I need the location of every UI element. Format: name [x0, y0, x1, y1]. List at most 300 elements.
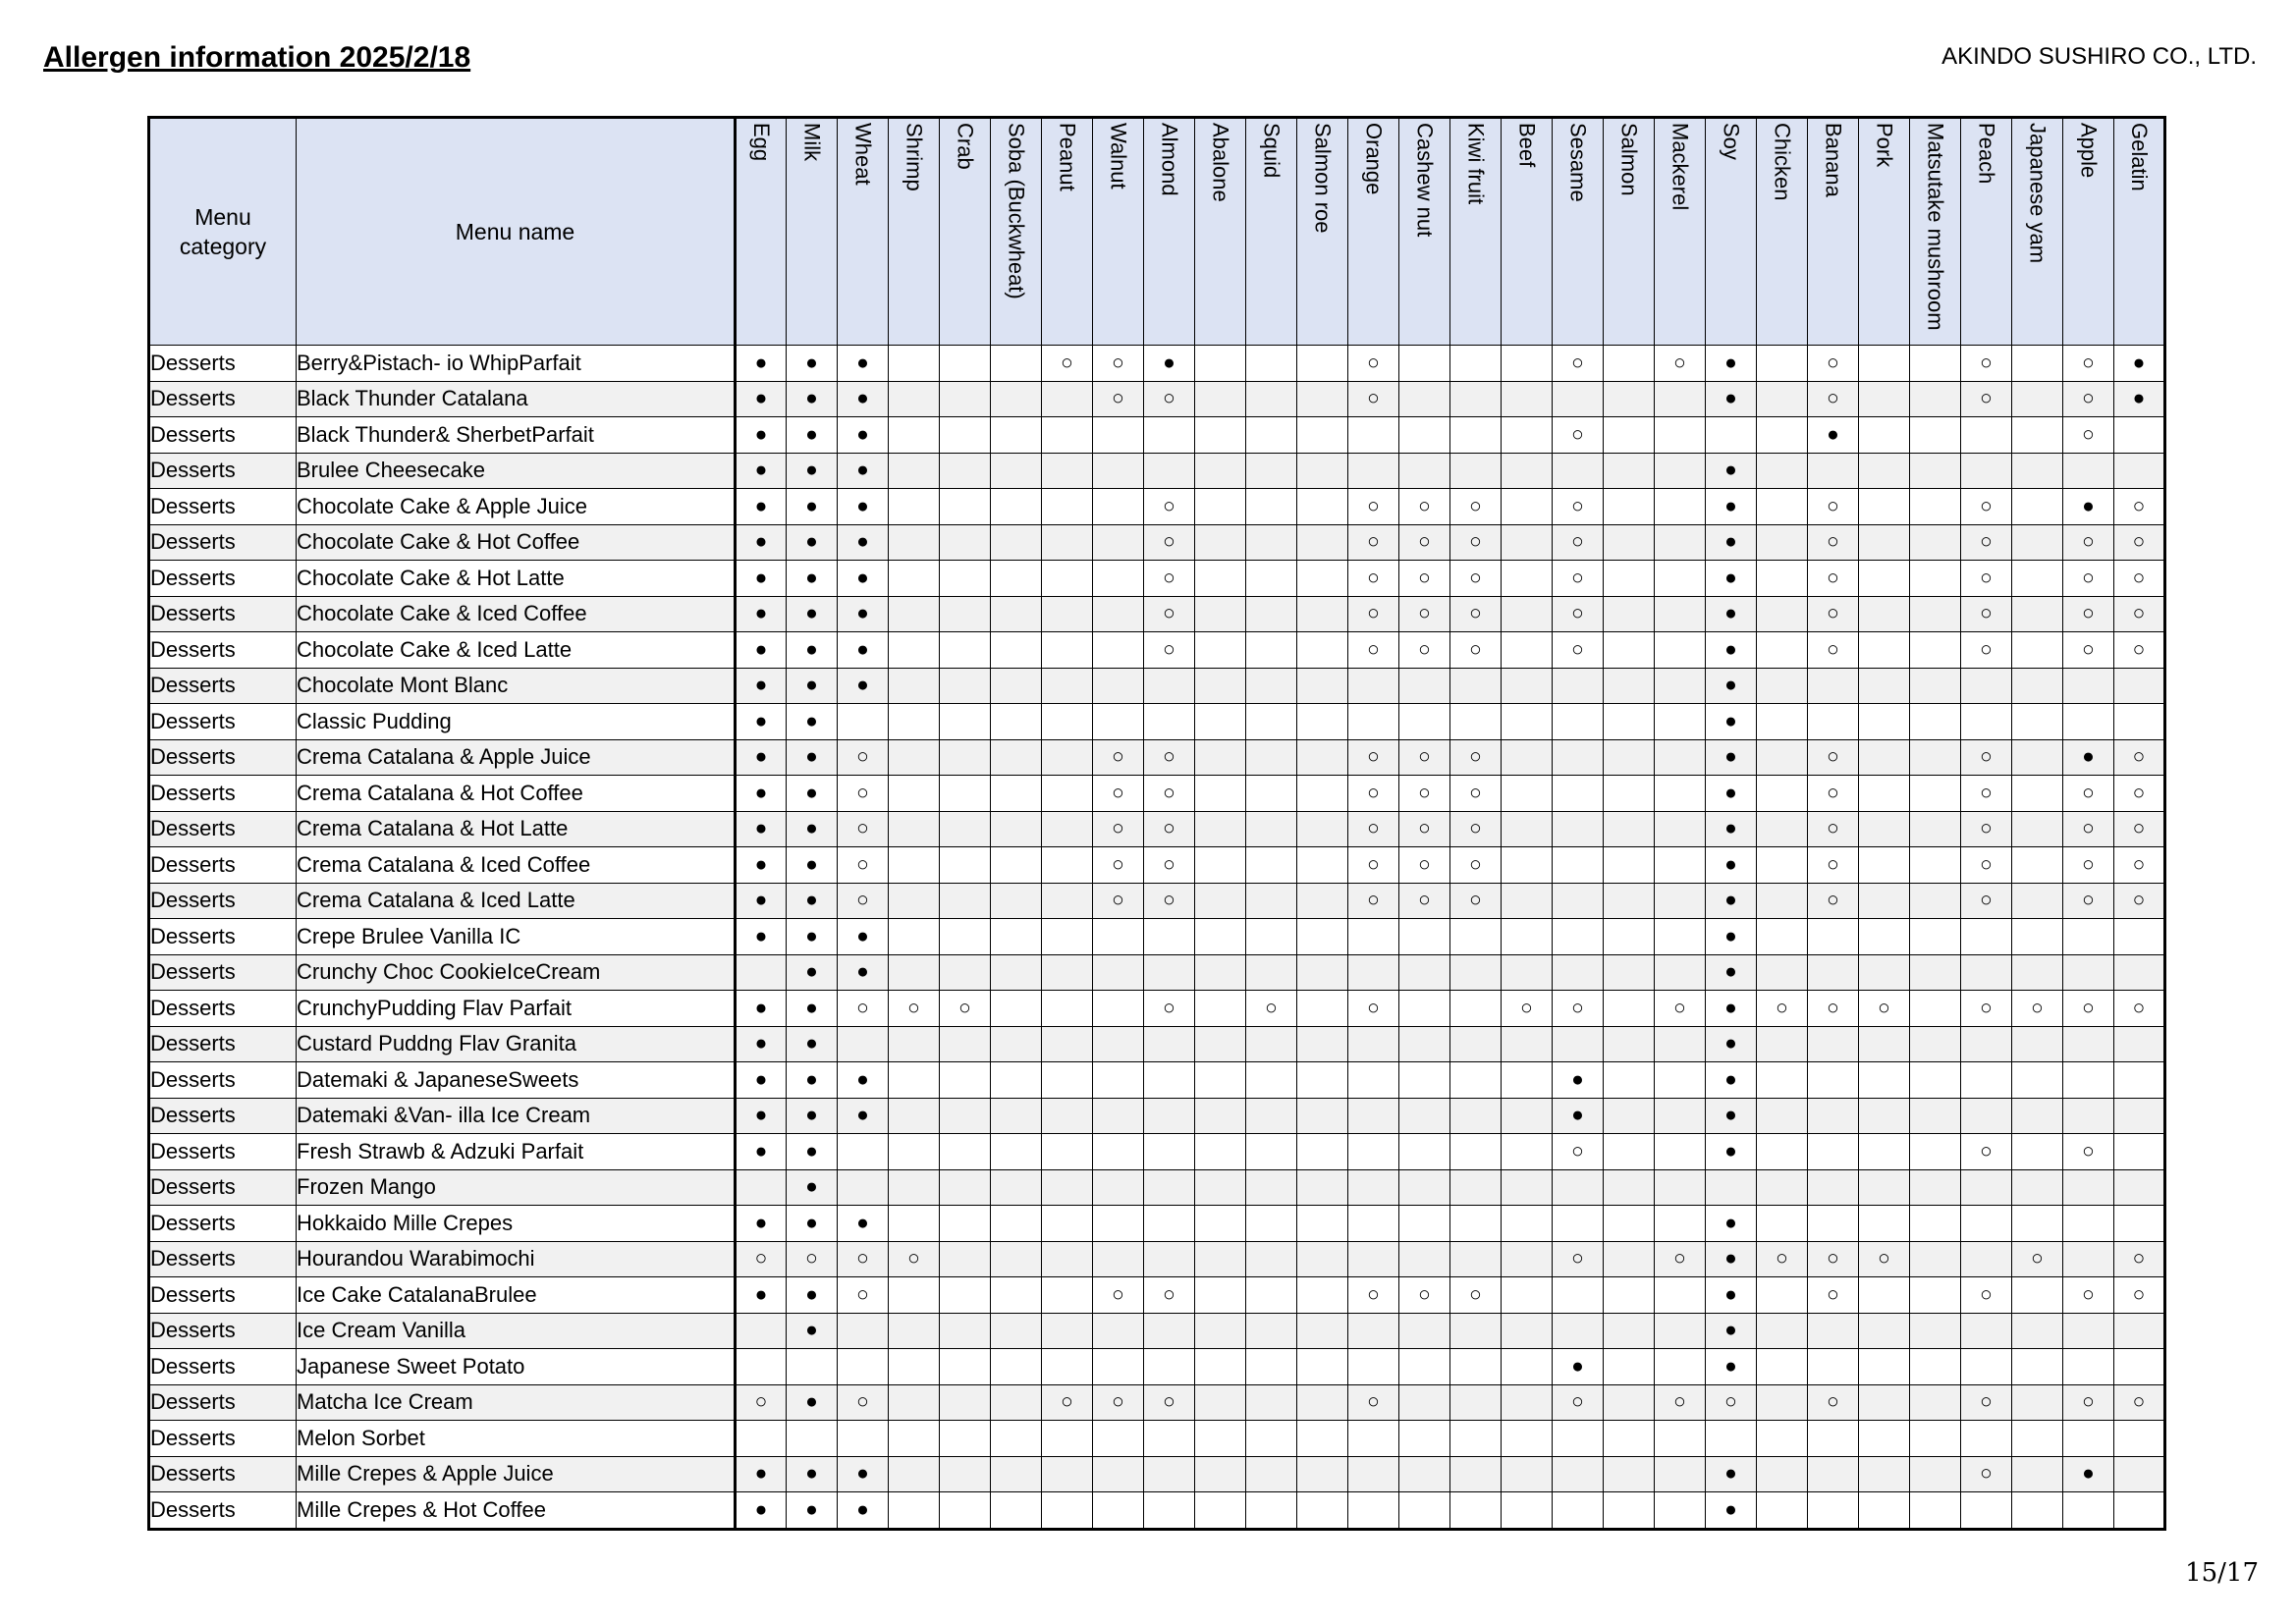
table-row: [149, 1206, 2165, 1242]
allergen-mark-cell: [1859, 1134, 1910, 1170]
allergen-mark-cell: [940, 704, 991, 740]
allergen-mark-cell: [1450, 417, 1502, 454]
allergen-mark-cell: [1910, 847, 1961, 884]
allergen-mark-cell: [1757, 668, 1808, 704]
allergen-mark-cell: [889, 1169, 940, 1206]
allergen-mark-cell: [2012, 1062, 2063, 1099]
allergen-mark-cell: [1297, 991, 1348, 1027]
allergen-mark-cell: [1144, 704, 1195, 740]
allergen-mark-cell: [1195, 489, 1246, 525]
allergen-mark-cell: [940, 1206, 991, 1242]
table-row: [149, 1456, 2165, 1492]
menu-name-cell: Datemaki &Van- illa Ice Cream: [297, 1098, 736, 1134]
allergen-mark-cell: [991, 1456, 1042, 1492]
allergen-mark-cell: ○: [2012, 991, 2063, 1027]
allergen-mark-cell: ●: [736, 739, 787, 776]
allergen-mark-cell: [1195, 1421, 1246, 1457]
menu-name-cell: Crunchy Choc CookieIceCream: [297, 954, 736, 991]
allergen-mark-cell: ●: [1706, 954, 1757, 991]
allergen-mark-cell: ○: [1961, 847, 2012, 884]
table-row: [149, 1098, 2165, 1134]
allergen-mark-cell: [1348, 1169, 1399, 1206]
allergen-mark-cell: [889, 954, 940, 991]
allergen-mark-cell: [2063, 668, 2114, 704]
allergen-mark-cell: ○: [2114, 847, 2165, 884]
allergen-mark-cell: [2063, 1349, 2114, 1385]
menu-category-cell: Desserts: [149, 453, 297, 489]
allergen-label: Peach: [1974, 123, 1999, 185]
allergen-mark-cell: [991, 417, 1042, 454]
allergen-mark-cell: ○: [2063, 632, 2114, 669]
allergen-mark-cell: [1093, 1026, 1144, 1062]
allergen-mark-cell: [940, 561, 991, 597]
allergen-mark-cell: [1246, 704, 1297, 740]
allergen-mark-cell: ○: [2114, 1241, 2165, 1277]
allergen-mark-cell: ●: [787, 1206, 838, 1242]
allergen-mark-cell: [1655, 811, 1706, 847]
allergen-mark-cell: [1757, 1206, 1808, 1242]
allergen-mark-cell: [889, 1313, 940, 1349]
allergen-mark-cell: [1195, 346, 1246, 382]
allergen-mark-cell: [1655, 668, 1706, 704]
allergen-mark-cell: [1655, 1421, 1706, 1457]
allergen-mark-cell: [1961, 1062, 2012, 1099]
allergen-mark-cell: [1297, 776, 1348, 812]
allergen-mark-cell: ○: [1961, 561, 2012, 597]
allergen-mark-cell: ●: [736, 668, 787, 704]
table-row: [149, 847, 2165, 884]
allergen-mark-cell: ●: [1706, 991, 1757, 1027]
allergen-mark-cell: [1042, 1421, 1093, 1457]
allergen-mark-cell: ●: [787, 1098, 838, 1134]
allergen-mark-cell: ●: [736, 632, 787, 669]
allergen-mark-cell: ○: [1553, 1134, 1604, 1170]
allergen-mark-cell: [940, 1421, 991, 1457]
allergen-mark-cell: [1195, 883, 1246, 919]
allergen-mark-cell: [1399, 1098, 1450, 1134]
allergen-mark-cell: ●: [838, 954, 889, 991]
allergen-mark-cell: [1093, 1062, 1144, 1099]
table-body: [149, 346, 2165, 1530]
header-allergen-apple: [2063, 118, 2114, 346]
allergen-mark-cell: [1859, 1026, 1910, 1062]
allergen-mark-cell: [1093, 1098, 1144, 1134]
allergen-mark-cell: [1144, 1421, 1195, 1457]
allergen-mark-cell: ●: [1706, 1349, 1757, 1385]
allergen-mark-cell: [1961, 417, 2012, 454]
allergen-mark-cell: ○: [1348, 739, 1399, 776]
allergen-mark-cell: [1910, 1241, 1961, 1277]
allergen-label: Beef: [1514, 123, 1540, 168]
allergen-mark-cell: [1042, 561, 1093, 597]
allergen-mark-cell: [991, 1206, 1042, 1242]
allergen-mark-cell: [1297, 561, 1348, 597]
allergen-mark-cell: ○: [1450, 524, 1502, 561]
allergen-mark-cell: [1808, 704, 1859, 740]
allergen-mark-cell: [1042, 1098, 1093, 1134]
allergen-mark-cell: [1808, 1313, 1859, 1349]
allergen-mark-cell: ○: [1093, 811, 1144, 847]
allergen-mark-cell: ○: [2114, 632, 2165, 669]
allergen-mark-cell: [1093, 1206, 1144, 1242]
allergen-mark-cell: [1093, 704, 1144, 740]
allergen-mark-cell: ○: [1808, 883, 1859, 919]
allergen-label: Abalone: [1208, 123, 1233, 202]
allergen-mark-cell: [1859, 704, 1910, 740]
allergen-mark-cell: ●: [838, 632, 889, 669]
allergen-mark-cell: [1604, 811, 1655, 847]
allergen-mark-cell: [1757, 1277, 1808, 1314]
allergen-mark-cell: [1399, 1349, 1450, 1385]
allergen-mark-cell: [1042, 668, 1093, 704]
allergen-mark-cell: ●: [1706, 1313, 1757, 1349]
allergen-mark-cell: ○: [1961, 489, 2012, 525]
allergen-label: Soba (Buckwheat): [1004, 123, 1029, 299]
header-allergen-pork: [1859, 118, 1910, 346]
allergen-mark-cell: [1604, 1277, 1655, 1314]
header-allergen-almond: [1144, 118, 1195, 346]
allergen-mark-cell: ○: [838, 811, 889, 847]
allergen-mark-cell: [1604, 847, 1655, 884]
allergen-mark-cell: [1502, 1277, 1553, 1314]
allergen-mark-cell: [1297, 954, 1348, 991]
allergen-mark-cell: ○: [1144, 596, 1195, 632]
allergen-mark-cell: [1246, 954, 1297, 991]
allergen-mark-cell: [1757, 811, 1808, 847]
allergen-mark-cell: ●: [1706, 668, 1757, 704]
allergen-mark-cell: ○: [1093, 346, 1144, 382]
allergen-mark-cell: [1604, 668, 1655, 704]
table-row: [149, 381, 2165, 417]
allergen-mark-cell: [1604, 1349, 1655, 1385]
allergen-mark-cell: ●: [736, 346, 787, 382]
allergen-mark-cell: [1859, 1456, 1910, 1492]
allergen-mark-cell: [1297, 1026, 1348, 1062]
allergen-mark-cell: [1348, 1492, 1399, 1530]
allergen-mark-cell: [1042, 847, 1093, 884]
allergen-mark-cell: [1246, 1277, 1297, 1314]
allergen-mark-cell: [1195, 811, 1246, 847]
allergen-mark-cell: [889, 1384, 940, 1421]
allergen-mark-cell: [1246, 1098, 1297, 1134]
allergen-mark-cell: [1655, 954, 1706, 991]
allergen-mark-cell: [838, 1421, 889, 1457]
allergen-mark-cell: [2114, 1349, 2165, 1385]
allergen-mark-cell: [1195, 739, 1246, 776]
allergen-mark-cell: [1144, 1098, 1195, 1134]
allergen-mark-cell: [1859, 739, 1910, 776]
allergen-mark-cell: ○: [1961, 632, 2012, 669]
allergen-mark-cell: [2114, 668, 2165, 704]
allergen-mark-cell: [1604, 381, 1655, 417]
table-row: [149, 346, 2165, 382]
allergen-mark-cell: [1910, 1098, 1961, 1134]
allergen-mark-cell: [1042, 1134, 1093, 1170]
allergen-mark-cell: ●: [1706, 1456, 1757, 1492]
header-allergen-cashew-nut: [1399, 118, 1450, 346]
allergen-mark-cell: [1604, 1169, 1655, 1206]
allergen-mark-cell: [2114, 1134, 2165, 1170]
allergen-mark-cell: [940, 847, 991, 884]
allergen-mark-cell: ○: [1808, 632, 1859, 669]
menu-category-cell: Desserts: [149, 954, 297, 991]
allergen-mark-cell: [1246, 668, 1297, 704]
allergen-mark-cell: [2063, 1098, 2114, 1134]
allergen-mark-cell: ○: [1144, 776, 1195, 812]
allergen-mark-cell: [736, 1169, 787, 1206]
allergen-mark-cell: [1042, 1062, 1093, 1099]
allergen-mark-cell: ○: [1655, 1384, 1706, 1421]
allergen-mark-cell: [1910, 991, 1961, 1027]
allergen-mark-cell: [1910, 776, 1961, 812]
allergen-mark-cell: [1348, 1098, 1399, 1134]
allergen-mark-cell: ●: [2063, 489, 2114, 525]
allergen-mark-cell: [1042, 381, 1093, 417]
allergen-mark-cell: [1450, 1456, 1502, 1492]
header-allergen-salmon: [1604, 118, 1655, 346]
allergen-mark-cell: [940, 919, 991, 955]
allergen-mark-cell: [1910, 1026, 1961, 1062]
allergen-mark-cell: [991, 1313, 1042, 1349]
table-row: [149, 704, 2165, 740]
allergen-label: Soy: [1719, 123, 1744, 160]
allergen-mark-cell: [1195, 704, 1246, 740]
allergen-mark-cell: ○: [736, 1384, 787, 1421]
allergen-mark-cell: [1246, 632, 1297, 669]
allergen-mark-cell: [1604, 704, 1655, 740]
allergen-mark-cell: [2114, 1169, 2165, 1206]
allergen-mark-cell: ○: [2063, 1277, 2114, 1314]
allergen-mark-cell: ●: [787, 346, 838, 382]
allergen-mark-cell: ○: [1144, 381, 1195, 417]
allergen-mark-cell: ●: [838, 1492, 889, 1530]
allergen-mark-cell: [889, 381, 940, 417]
menu-category-cell: Desserts: [149, 1421, 297, 1457]
menu-name-cell: Crema Catalana & Hot Coffee: [297, 776, 736, 812]
menu-name-cell: Crepe Brulee Vanilla IC: [297, 919, 736, 955]
allergen-mark-cell: ○: [1399, 489, 1450, 525]
page-title: Allergen information 2025/2/18: [43, 41, 471, 74]
allergen-mark-cell: ○: [1961, 381, 2012, 417]
allergen-mark-cell: [1757, 381, 1808, 417]
table-row: [149, 954, 2165, 991]
allergen-mark-cell: ○: [1808, 561, 1859, 597]
allergen-mark-cell: [889, 1098, 940, 1134]
allergen-mark-cell: ●: [2114, 381, 2165, 417]
menu-category-cell: Desserts: [149, 847, 297, 884]
allergen-label: Sesame: [1565, 123, 1591, 202]
allergen-mark-cell: ○: [1093, 1384, 1144, 1421]
allergen-mark-cell: [1450, 1384, 1502, 1421]
allergen-mark-cell: ○: [1399, 776, 1450, 812]
allergen-mark-cell: [1553, 1026, 1604, 1062]
allergen-mark-cell: [1655, 847, 1706, 884]
header-allergen-shrimp: [889, 118, 940, 346]
menu-name-cell: Frozen Mango: [297, 1169, 736, 1206]
allergen-mark-cell: [1910, 1349, 1961, 1385]
allergen-mark-cell: [1297, 1492, 1348, 1530]
allergen-mark-cell: [1757, 524, 1808, 561]
allergen-mark-cell: [2012, 1206, 2063, 1242]
allergen-mark-cell: ○: [1808, 1277, 1859, 1314]
allergen-mark-cell: [1502, 632, 1553, 669]
allergen-mark-cell: [1399, 417, 1450, 454]
allergen-label: Pork: [1872, 123, 1897, 168]
allergen-mark-cell: [991, 1384, 1042, 1421]
allergen-mark-cell: [2114, 1421, 2165, 1457]
allergen-mark-cell: ●: [787, 1062, 838, 1099]
allergen-mark-cell: [1246, 883, 1297, 919]
allergen-mark-cell: [2063, 704, 2114, 740]
menu-name-cell: Black Thunder Catalana: [297, 381, 736, 417]
allergen-mark-cell: [1553, 1313, 1604, 1349]
allergen-mark-cell: ●: [787, 561, 838, 597]
allergen-mark-cell: [991, 883, 1042, 919]
allergen-mark-cell: ○: [838, 847, 889, 884]
allergen-mark-cell: [1246, 739, 1297, 776]
allergen-mark-cell: [1910, 1206, 1961, 1242]
allergen-mark-cell: [1655, 1026, 1706, 1062]
allergen-mark-cell: ○: [1553, 1241, 1604, 1277]
allergen-mark-cell: ○: [1450, 489, 1502, 525]
menu-category-cell: Desserts: [149, 1492, 297, 1530]
allergen-mark-cell: ○: [1348, 524, 1399, 561]
allergen-mark-cell: ●: [787, 381, 838, 417]
allergen-mark-cell: ●: [736, 417, 787, 454]
allergen-mark-cell: [1757, 1349, 1808, 1385]
allergen-mark-cell: [1502, 1492, 1553, 1530]
allergen-mark-cell: [1757, 739, 1808, 776]
allergen-mark-cell: ○: [1093, 776, 1144, 812]
allergen-mark-cell: [1093, 596, 1144, 632]
allergen-mark-cell: [1093, 417, 1144, 454]
allergen-mark-cell: [1553, 1206, 1604, 1242]
allergen-mark-cell: [2012, 524, 2063, 561]
allergen-mark-cell: [1655, 417, 1706, 454]
allergen-mark-cell: [1655, 1492, 1706, 1530]
allergen-mark-cell: ●: [736, 1277, 787, 1314]
allergen-mark-cell: [1910, 632, 1961, 669]
allergen-mark-cell: [1757, 1384, 1808, 1421]
allergen-mark-cell: [1604, 1241, 1655, 1277]
allergen-mark-cell: [889, 561, 940, 597]
allergen-mark-cell: [1604, 1062, 1655, 1099]
allergen-mark-cell: [2012, 453, 2063, 489]
allergen-mark-cell: [1502, 776, 1553, 812]
allergen-mark-cell: [1297, 1421, 1348, 1457]
menu-category-cell: Desserts: [149, 1384, 297, 1421]
allergen-mark-cell: ○: [2063, 847, 2114, 884]
allergen-mark-cell: ●: [1808, 417, 1859, 454]
allergen-mark-cell: [889, 346, 940, 382]
allergen-label: Salmon roe: [1310, 123, 1336, 234]
allergen-mark-cell: [2063, 1421, 2114, 1457]
allergen-mark-cell: [2114, 954, 2165, 991]
allergen-mark-cell: [1553, 1277, 1604, 1314]
allergen-mark-cell: ○: [2063, 1384, 2114, 1421]
allergen-mark-cell: ○: [838, 883, 889, 919]
allergen-mark-cell: ○: [1093, 883, 1144, 919]
allergen-mark-cell: [1399, 381, 1450, 417]
header-allergen-banana: [1808, 118, 1859, 346]
allergen-mark-cell: [1195, 1134, 1246, 1170]
allergen-mark-cell: ●: [1706, 632, 1757, 669]
header-allergen-milk: [787, 118, 838, 346]
allergen-mark-cell: ●: [736, 1206, 787, 1242]
allergen-mark-cell: [2012, 1098, 2063, 1134]
allergen-mark-cell: [1399, 919, 1450, 955]
allergen-mark-cell: [1859, 632, 1910, 669]
allergen-mark-cell: ●: [736, 1492, 787, 1530]
allergen-label: Japanese yam: [2025, 123, 2050, 264]
allergen-mark-cell: [1450, 991, 1502, 1027]
allergen-mark-cell: [991, 739, 1042, 776]
header-allergen-salmon-roe: [1297, 118, 1348, 346]
allergen-mark-cell: ○: [1399, 561, 1450, 597]
table-row: [149, 1062, 2165, 1099]
allergen-mark-cell: [1655, 524, 1706, 561]
allergen-mark-cell: ○: [1808, 739, 1859, 776]
allergen-mark-cell: ○: [1144, 1277, 1195, 1314]
allergen-mark-cell: [889, 919, 940, 955]
allergen-mark-cell: [1961, 919, 2012, 955]
menu-name-cell: Chocolate Mont Blanc: [297, 668, 736, 704]
allergen-mark-cell: ○: [1808, 776, 1859, 812]
allergen-mark-cell: ○: [1144, 739, 1195, 776]
allergen-mark-cell: ○: [1348, 596, 1399, 632]
allergen-mark-cell: [1961, 1241, 2012, 1277]
allergen-mark-cell: [1297, 668, 1348, 704]
allergen-mark-cell: [1297, 489, 1348, 525]
allergen-mark-cell: [736, 954, 787, 991]
allergen-mark-cell: ○: [1961, 1456, 2012, 1492]
allergen-mark-cell: [1297, 1169, 1348, 1206]
allergen-mark-cell: [1246, 596, 1297, 632]
allergen-mark-cell: [1042, 919, 1093, 955]
allergen-mark-cell: [1859, 1492, 1910, 1530]
allergen-label: Salmon: [1616, 123, 1642, 196]
allergen-mark-cell: [1502, 489, 1553, 525]
allergen-mark-cell: ○: [2063, 561, 2114, 597]
header-allergen-soy: [1706, 118, 1757, 346]
allergen-mark-cell: ●: [736, 919, 787, 955]
allergen-mark-cell: ○: [1348, 1277, 1399, 1314]
allergen-mark-cell: ●: [838, 489, 889, 525]
allergen-mark-cell: ○: [1450, 561, 1502, 597]
allergen-label: Orange: [1361, 123, 1387, 195]
allergen-mark-cell: [1604, 1421, 1655, 1457]
allergen-mark-cell: ●: [787, 883, 838, 919]
allergen-mark-cell: [1348, 704, 1399, 740]
allergen-mark-cell: [1042, 1277, 1093, 1314]
allergen-mark-cell: ●: [2114, 346, 2165, 382]
allergen-mark-cell: [1502, 739, 1553, 776]
allergen-mark-cell: ●: [1706, 596, 1757, 632]
header-allergen-peach: [1961, 118, 2012, 346]
allergen-mark-cell: ●: [1706, 1241, 1757, 1277]
allergen-mark-cell: [1450, 668, 1502, 704]
allergen-mark-cell: [991, 632, 1042, 669]
allergen-mark-cell: [2114, 1313, 2165, 1349]
allergen-mark-cell: [1450, 1062, 1502, 1099]
allergen-mark-cell: [1757, 346, 1808, 382]
allergen-mark-cell: ○: [838, 991, 889, 1027]
allergen-mark-cell: ○: [838, 776, 889, 812]
header-allergen-soba-buckwheat: [991, 118, 1042, 346]
allergen-mark-cell: ●: [1706, 346, 1757, 382]
allergen-mark-cell: ●: [736, 1456, 787, 1492]
allergen-mark-cell: [1502, 1062, 1553, 1099]
